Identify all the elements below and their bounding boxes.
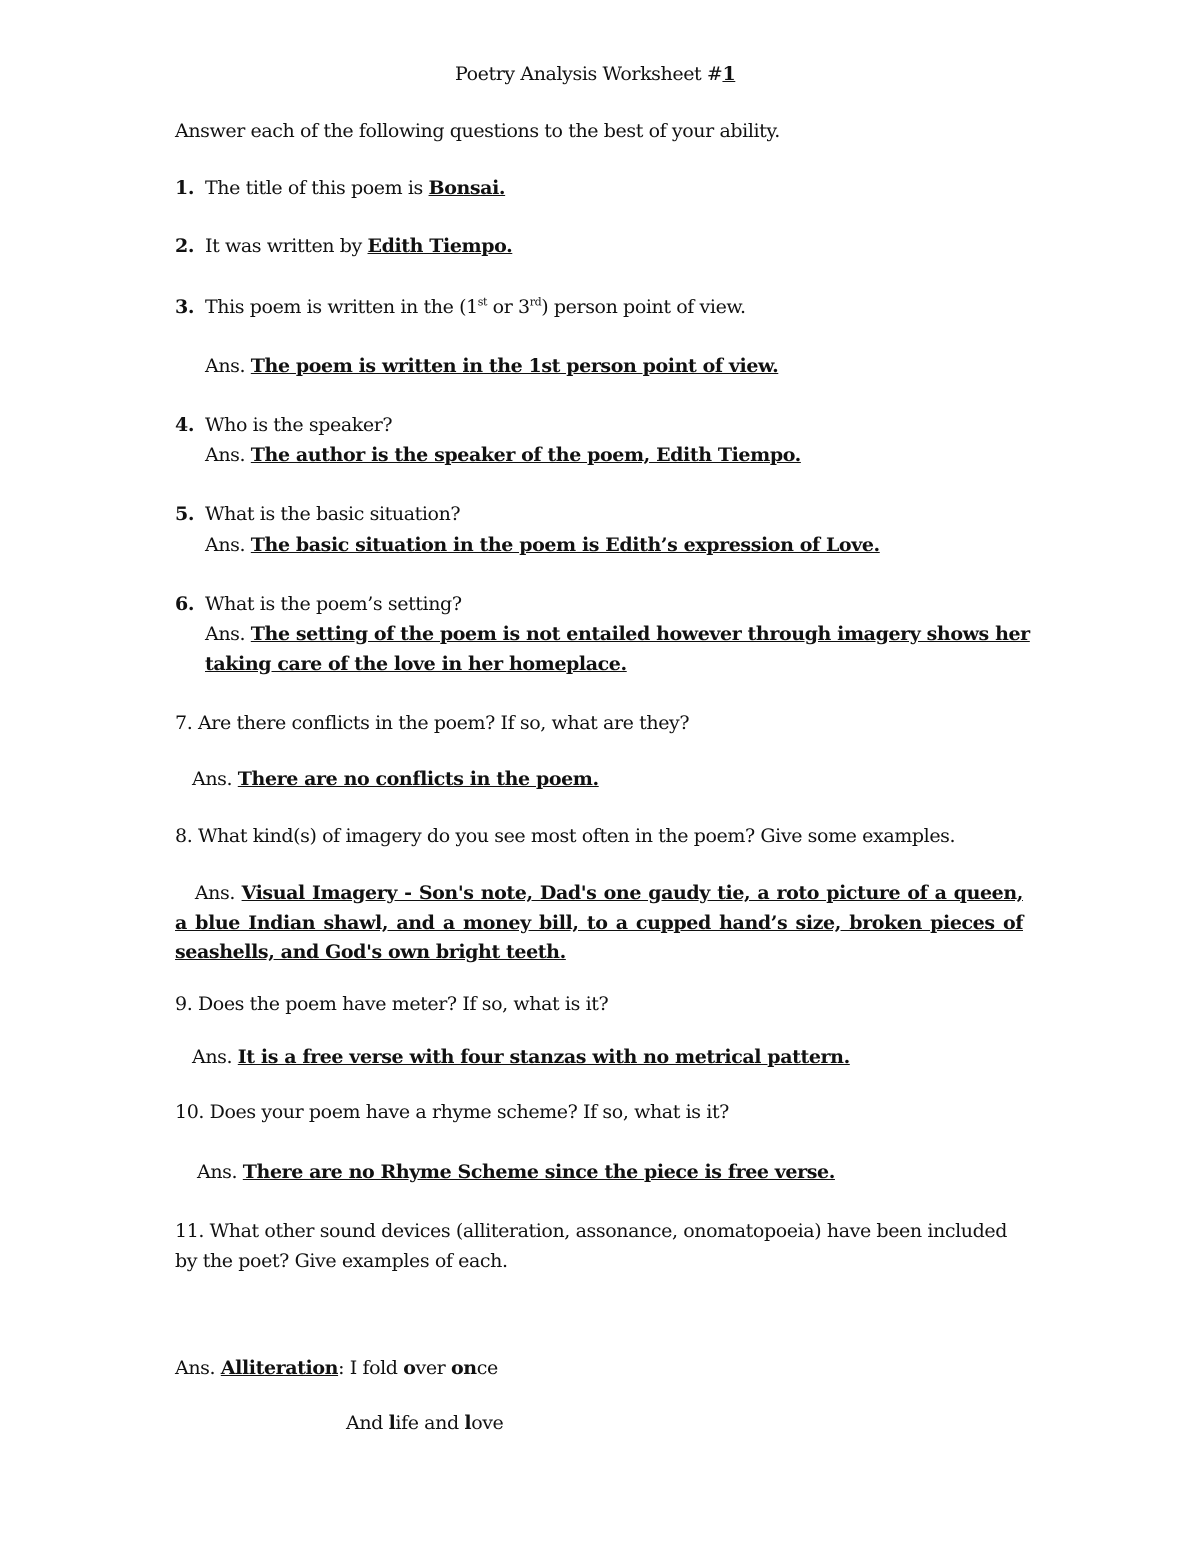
answer-7: Ans. There are no conflicts in the poem. — [192, 768, 599, 790]
answer-4: Ans. The author is the speaker of the poem, Edith Tiempo. — [205, 444, 801, 466]
worksheet-number: 1 — [722, 63, 736, 85]
alliteration-example-2: And life and love — [346, 1412, 504, 1434]
answer-6-line-2: taking care of the love in her homeplace. — [205, 653, 627, 675]
page-title: Poetry Analysis Worksheet #1 — [455, 63, 736, 85]
question-4: 4. Who is the speaker? — [175, 414, 393, 436]
answer-6-line-1: Ans. The setting of the poem is not entailed however through imagery shows her — [205, 623, 1030, 645]
answer-2: Edith Tiempo. — [367, 235, 513, 257]
question-7: 7. Are there conflicts in the poem? If so, what are they? — [175, 712, 690, 734]
answer-10: Ans. There are no Rhyme Scheme since the piece is free verse. — [197, 1161, 835, 1183]
question-5: 5. What is the basic situation? — [175, 503, 461, 525]
answer-9: Ans. It is a free verse with four stanzas with no metrical pattern. — [192, 1046, 850, 1068]
question-3: 3. This poem is written in the (1st or 3rd) person point of view. — [175, 295, 746, 318]
answer-1: Bonsai. — [428, 177, 506, 199]
question-10: 10. Does your poem have a rhyme scheme? If so, what is it? — [175, 1101, 729, 1123]
answer-8: Ans. Visual Imagery - Son's note, Dad's one gaudy tie, a roto picture of a queen, a blue Indian shawl, and a money bill, to a cupped hand’s size, broken pieces of seashells, and God's own bright teeth. — [175, 882, 1023, 963]
answer-5: Ans. The basic situation in the poem is Edith’s expression of Love. — [205, 534, 880, 556]
question-8: 8. What kind(s) of imagery do you see most often in the poem? Give some examples. — [175, 825, 956, 847]
question-1: 1. The title of this poem is Bonsai. — [175, 177, 506, 199]
answer-11: Ans. Alliteration: I fold over once — [175, 1357, 498, 1379]
question-9: 9. Does the poem have meter? If so, what is it? — [175, 993, 609, 1015]
question-11-line-1: 11. What other sound devices (alliteration, assonance, onomatopoeia) have been included — [175, 1220, 1008, 1242]
question-2: 2. It was written by Edith Tiempo. — [175, 235, 513, 257]
instructions: Answer each of the following questions to the best of your ability. — [175, 120, 780, 142]
question-11-line-2: by the poet? Give examples of each. — [175, 1250, 508, 1272]
alliteration-label: Alliteration — [220, 1357, 339, 1379]
answer-3: Ans. The poem is written in the 1st person point of view. — [205, 355, 779, 377]
question-6: 6. What is the poem’s setting? — [175, 593, 462, 615]
